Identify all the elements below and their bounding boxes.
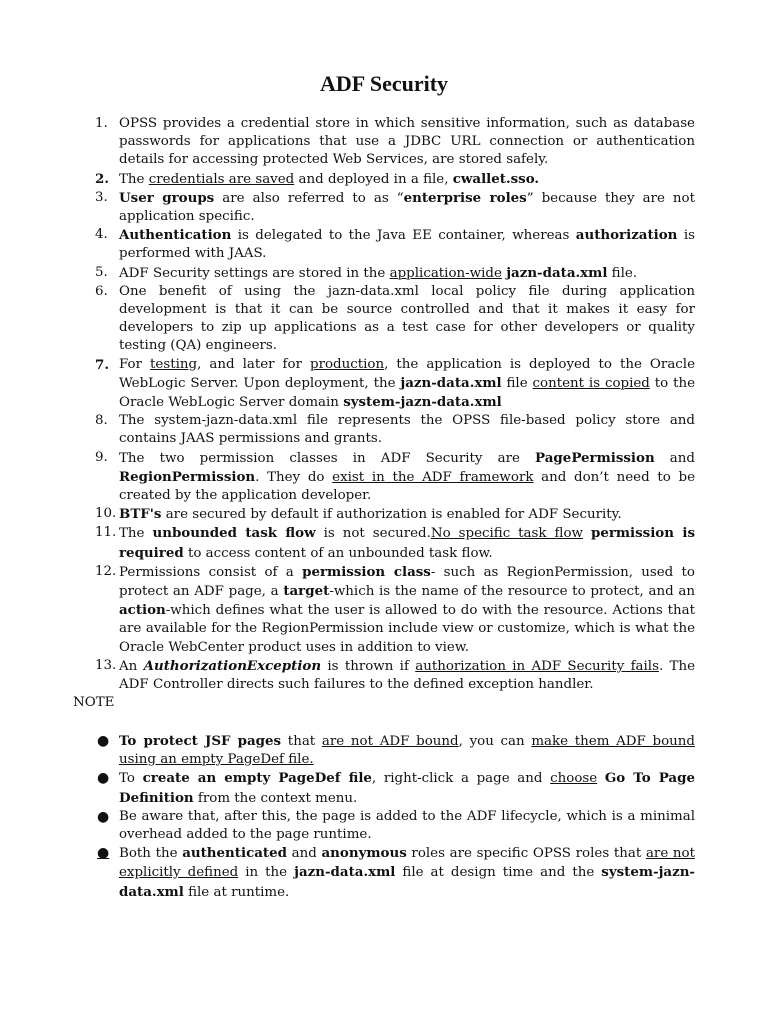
bold-text: User groups bbox=[119, 189, 215, 206]
bold-text: Authentication bbox=[119, 227, 232, 244]
bold-text: To protect JSF pages bbox=[119, 733, 282, 749]
bold-text: jazn-data.xml bbox=[294, 864, 396, 881]
list-item bbox=[73, 505, 695, 524]
text-run: Be aware that, after this, the page is added to the ADF lifecycle, which is a minimal overhead added to the page runtime. bbox=[119, 808, 695, 843]
text-run: and don’t need to be created by the application developer. bbox=[119, 469, 696, 504]
bold-text: RegionPermission bbox=[119, 468, 256, 485]
list-item bbox=[73, 115, 695, 170]
list-number: 13. bbox=[95, 657, 117, 673]
text-run: , the application is deployed to the Oracle WebLogic Server. Upon deployment, the bbox=[119, 356, 696, 391]
underlined-text: No specific task flow bbox=[430, 526, 583, 542]
text-run: The bbox=[119, 526, 153, 542]
text-run: ADF Security settings are stored in the bbox=[119, 265, 390, 281]
underlined-text: are not ADF bound bbox=[321, 734, 459, 749]
text-run: Both the bbox=[119, 846, 183, 862]
text-run: . They do bbox=[255, 469, 333, 485]
text-run: An bbox=[119, 658, 144, 674]
text-run: is delegated to the Java EE container, whereas bbox=[231, 228, 576, 244]
text-run: from the context menu. bbox=[193, 790, 358, 806]
text-run: and bbox=[654, 450, 695, 466]
list-number: 6. bbox=[95, 283, 108, 299]
underlined-text: application-wide bbox=[389, 265, 502, 281]
bold-text: BTF's bbox=[119, 506, 162, 523]
bold-text: AuthorizationException bbox=[143, 657, 322, 674]
list-item bbox=[73, 844, 695, 902]
bold-text: system-jazn-data.xml bbox=[343, 394, 502, 411]
text-run: To bbox=[119, 771, 143, 787]
bullet-icon: ● bbox=[97, 808, 110, 825]
bold-text: jazn-data.xml bbox=[400, 374, 502, 391]
page-title: ADF Security bbox=[319, 71, 449, 96]
list-item bbox=[73, 264, 695, 283]
list-item bbox=[73, 189, 695, 226]
text-run: Permissions consist of a bbox=[119, 564, 303, 580]
note-bullet-list bbox=[73, 732, 695, 902]
text-run: The two permission classes in ADF Security are bbox=[119, 450, 536, 466]
list-item bbox=[73, 563, 695, 657]
list-item bbox=[73, 732, 695, 769]
bold-text: system-jazn-data.xml bbox=[119, 864, 695, 900]
text-run: are secured by default if authorization is enabled for ADF Security. bbox=[161, 507, 622, 523]
text-run: One benefit of using the jazn-data.xml local policy file during application development is that it can be source controlled and that it makes it easy for developers to zip up applications as a test case for other developers or quality testing (QA) engineers. bbox=[119, 283, 695, 354]
text-run: in the bbox=[238, 865, 295, 881]
text-run: file. bbox=[607, 265, 638, 281]
text-run: to access content of an unbounded task flow. bbox=[183, 545, 493, 561]
list-number: 3. bbox=[95, 189, 108, 205]
text-run: , and later for bbox=[197, 356, 310, 372]
text-run bbox=[583, 526, 591, 541]
bold-text: permission class bbox=[302, 563, 431, 580]
underlined-text: production bbox=[310, 356, 385, 372]
text-run: OPSS provides a credential store in which sensitive information, such as database passwords for applications that use a JDBC URL connection or authentication details for accessing protected Web Services, are stored safely. bbox=[119, 116, 695, 168]
text-run: and deployed in a file, bbox=[294, 171, 453, 187]
list-item bbox=[73, 657, 695, 694]
list-number: 8. bbox=[95, 413, 108, 429]
text-run: file bbox=[501, 375, 533, 391]
list-number: 11. bbox=[95, 525, 117, 541]
list-number: 10. bbox=[95, 506, 117, 522]
list-item bbox=[73, 170, 695, 189]
underlined-text: content is copied bbox=[532, 375, 650, 391]
list-item bbox=[73, 412, 695, 448]
underlined-text: choose bbox=[550, 771, 598, 787]
list-item bbox=[73, 283, 695, 356]
text-run bbox=[597, 771, 605, 786]
list-number: 12. bbox=[95, 563, 117, 579]
bold-text: target bbox=[283, 583, 330, 600]
text-run: The system-jazn-data.xml file represents the OPSS file-based policy store and contains JAAS permissions and grants. bbox=[119, 413, 695, 447]
list-number: 9. bbox=[95, 449, 108, 465]
list-item bbox=[73, 769, 695, 807]
bold-text: authenticated bbox=[182, 845, 287, 862]
list-number: 7. bbox=[95, 356, 109, 373]
bullet-icon: ● bbox=[97, 733, 110, 749]
bold-text: action bbox=[119, 602, 166, 619]
text-run: The bbox=[119, 171, 149, 187]
list-item bbox=[73, 356, 695, 413]
underlined-text: are not explicitly defined bbox=[119, 846, 695, 881]
text-run: ” because they are not application specific. bbox=[119, 190, 695, 225]
underlined-text: authorization in ADF Security fails bbox=[415, 658, 659, 674]
text-run: are also referred to as “ bbox=[214, 190, 404, 206]
text-run: roles are specific OPSS roles that bbox=[406, 846, 646, 862]
bold-text: permission is required bbox=[119, 525, 695, 561]
underlined-text: credentials are saved bbox=[148, 171, 295, 187]
text-run: -which is the name of the resource to protect, and an bbox=[329, 584, 695, 600]
text-run: is performed with JAAS. bbox=[119, 228, 695, 262]
numbered-list bbox=[73, 115, 695, 694]
text-run: is not secured. bbox=[315, 526, 431, 542]
bold-text: create an empty PageDef file bbox=[142, 770, 372, 787]
list-number: 2. bbox=[95, 170, 109, 187]
text-run: , you can bbox=[458, 734, 532, 749]
list-number: 4. bbox=[95, 227, 108, 243]
text-run: For bbox=[119, 356, 151, 372]
underlined-text: testing bbox=[150, 356, 198, 372]
bold-text: PagePermission bbox=[535, 449, 655, 466]
underlined-text: make them ADF bound using an empty PageDef file. bbox=[119, 734, 696, 768]
bullet-icon: ● bbox=[97, 845, 110, 862]
text-run: -which defines what the user is allowed to do with the resource. Actions that are available for the RegionPermission include view or customize, which is what the Oracle WebCenter product uses in addition to view. bbox=[119, 603, 695, 655]
bullet-icon: ● bbox=[97, 770, 110, 787]
text-run: is thrown if bbox=[321, 658, 416, 674]
text-run: , right-click a page and bbox=[371, 771, 551, 787]
text-run: to the Oracle WebLogic Server domain bbox=[119, 375, 695, 411]
underlined-text: exist in the ADF framework bbox=[332, 469, 534, 485]
list-item bbox=[73, 524, 695, 562]
bold-text: cwallet.sso. bbox=[452, 170, 540, 187]
text-run: - such as RegionPermission, used to protect an ADF page, a bbox=[119, 564, 695, 600]
bold-text: Go To Page Definition bbox=[119, 770, 695, 806]
list-item bbox=[73, 808, 695, 844]
bold-text: enterprise roles bbox=[403, 189, 527, 206]
text-run: . The ADF Controller directs such failures to the defined exception handler. bbox=[119, 658, 695, 693]
list-item bbox=[73, 226, 695, 263]
bold-text: anonymous bbox=[321, 845, 407, 862]
list-number: 1. bbox=[95, 116, 108, 131]
list-number: 5. bbox=[95, 264, 108, 280]
note-heading: NOTE bbox=[73, 695, 115, 710]
text-run: file at design time and the bbox=[395, 865, 602, 881]
bold-text: unbounded task flow bbox=[152, 525, 316, 542]
text-run: that bbox=[281, 734, 322, 749]
text-run: and bbox=[286, 846, 322, 862]
bold-text: jazn-data.xml bbox=[506, 264, 608, 281]
text-run: file at runtime. bbox=[183, 884, 290, 900]
bold-text: authorization bbox=[575, 227, 678, 244]
list-item bbox=[73, 449, 695, 506]
